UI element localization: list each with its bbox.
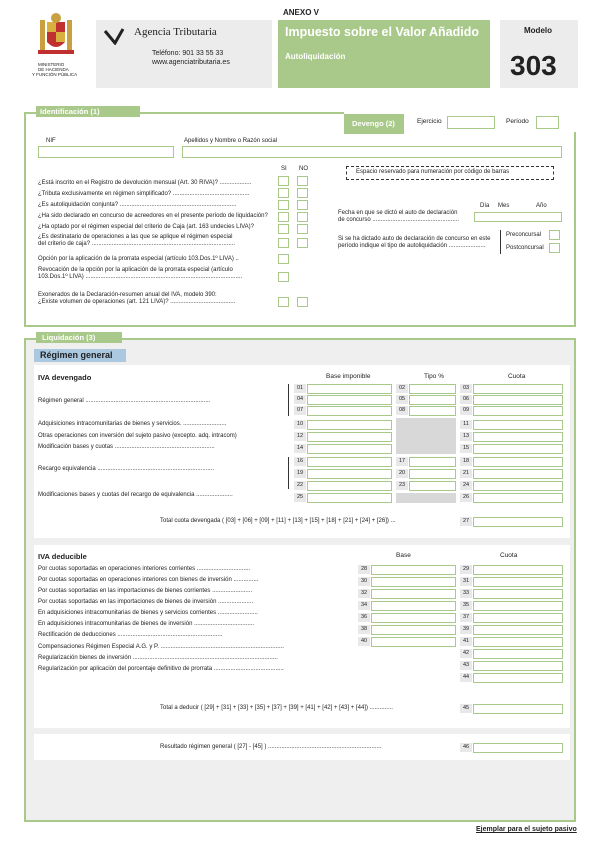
field-37[interactable] [473, 613, 563, 623]
iva-deducible-title: IVA deducible [38, 552, 87, 561]
anio-label: Año [536, 203, 547, 209]
tipo-autoliq-label-1: Si se ha dictado auto de declaración de concurso en este [338, 236, 491, 242]
code-03: 03 [460, 384, 472, 393]
field-11[interactable] [473, 420, 563, 430]
cuota-header: Cuota [508, 373, 526, 380]
code-29: 29 [460, 565, 472, 574]
form-title: Impuesto sobre el Valor Añadido [285, 25, 480, 39]
code-18: 18 [460, 457, 472, 466]
code-41: 41 [460, 637, 472, 646]
field-40[interactable] [371, 637, 456, 647]
code-39: 39 [460, 625, 472, 634]
brace-regimen [288, 384, 291, 416]
q4-no-checkbox[interactable] [297, 212, 308, 222]
total-deducir-label: Total a deducir ( [29] + [31] + [33] + [35] + [37] + [39] + [41] + [42] + [43] + [44]) .............. [160, 705, 393, 711]
postconcursal-checkbox[interactable] [549, 243, 560, 253]
devengo-label: Devengo (2) [352, 119, 395, 128]
code-35: 35 [460, 601, 472, 610]
ded-row-10: Regularización por aplicación del porcentaje definitivo de prorrata .......................................... [38, 666, 284, 672]
field-20[interactable] [409, 469, 456, 479]
q6-si-checkbox[interactable] [278, 238, 289, 248]
code-36: 36 [358, 613, 370, 622]
q6-no-checkbox[interactable] [297, 238, 308, 248]
q4-si-checkbox[interactable] [278, 212, 289, 222]
field-04[interactable] [307, 395, 392, 405]
code-01: 01 [294, 384, 306, 393]
code-08: 08 [396, 406, 408, 415]
row-regimen-general: Régimen general ........................................................................... [38, 398, 211, 404]
code-02: 02 [396, 384, 408, 393]
field-10[interactable] [307, 420, 392, 430]
code-33: 33 [460, 589, 472, 598]
ejercicio-input[interactable] [447, 116, 495, 129]
question-8b: 103.Dos.1º LIVA) .............................................................................................. [38, 274, 243, 280]
q8-checkbox[interactable] [278, 272, 289, 282]
row-modificacion: Modificación bases y cuotas ............................................................ [38, 444, 215, 450]
field-06[interactable] [473, 395, 563, 405]
code-04: 04 [294, 395, 306, 404]
coat-of-arms-icon [36, 12, 76, 60]
name-input[interactable] [182, 146, 562, 158]
question-8a: Revocación de la opción por la aplicación de la prorrata especial (artículo [38, 267, 233, 273]
dia-label: Día [480, 203, 490, 209]
ded-row-9: Regularización bienes de inversión ....................................................................................... [38, 655, 278, 661]
field-21[interactable] [473, 469, 563, 479]
code-30: 30 [358, 577, 370, 586]
field-28[interactable] [371, 565, 456, 575]
cuota-ded-header: Cuota [500, 552, 518, 559]
agency-name: Agencia Tributaria [134, 26, 217, 38]
agency-web: www.agenciatributaria.es [152, 59, 230, 66]
field-07[interactable] [307, 406, 392, 416]
field-39[interactable] [473, 625, 563, 635]
code-17: 17 [396, 457, 408, 466]
field-33[interactable] [473, 589, 563, 599]
ded-row-2: Por cuotas soportadas en operaciones interiores con bienes de inversión ............... [38, 577, 259, 583]
field-02[interactable] [409, 384, 456, 394]
code-42: 42 [460, 649, 472, 658]
code-34: 34 [358, 601, 370, 610]
tipo-grey-block [396, 418, 456, 454]
ded-row-8: Compensaciones Régimen Especial A.G. y P. .......................................................................... [38, 644, 284, 650]
periodo-input[interactable] [536, 116, 559, 129]
question-9b: ¿Existe volumen de operaciones (art. 121 LIVA)? ....................................... [38, 299, 236, 305]
agency-phone: Teléfono: 901 33 55 33 [152, 50, 224, 57]
ejercicio-label: Ejercicio [417, 118, 442, 125]
q3-no-checkbox[interactable] [297, 200, 308, 210]
ded-row-5: En adquisiciones intracomunitarias de bienes y servicios corrientes ........................ [38, 610, 258, 616]
field-26[interactable] [473, 493, 563, 503]
agency-logo-icon [103, 27, 125, 45]
q1-no-checkbox[interactable] [297, 176, 308, 186]
field-15[interactable] [473, 444, 563, 454]
code-20: 20 [396, 469, 408, 478]
question-6a: ¿Es destinatario de operaciones a las que se aplique el régimen especial [38, 234, 233, 240]
total-devengada-label: Total cuota devengada ( [03] + [06] + [09] + [11] + [13] + [15] + [18] + [21] + [24] + [26]) ... [160, 518, 396, 524]
code-31: 31 [460, 577, 472, 586]
row-recargo: Recargo equivalencia ...................................................................... [38, 466, 215, 472]
model-label: Modelo [524, 26, 552, 35]
field-12[interactable] [307, 432, 392, 442]
code-11: 11 [460, 420, 472, 429]
question-1: ¿Está inscrito en el Registro de devolución mensual (Art. 30 RIVA)? ................... [38, 180, 252, 186]
annex-label: ANEXO V [283, 8, 320, 17]
ded-row-3: Por cuotas soportadas en las importaciones de bienes corrientes ........................ [38, 588, 253, 594]
barcode-text: Espacio reservado para numeración por código de barras [356, 169, 510, 175]
code-32: 32 [358, 589, 370, 598]
ministry-line-3: Y FUNCIÓN PÚBLICA [32, 72, 78, 77]
field-44[interactable] [473, 673, 563, 683]
field-17[interactable] [409, 457, 456, 467]
field-34[interactable] [371, 601, 456, 611]
si-label: SI [281, 166, 287, 172]
question-5: ¿Ha optado por el régimen especial del criterio de Caja (art. 163 undecies LIVA)? [38, 224, 255, 230]
row-otras-isp: Otras operaciones con inversión del sujeto pasivo (excepto. adq. intracom) [38, 433, 237, 439]
field-30[interactable] [371, 577, 456, 587]
code-38: 38 [358, 625, 370, 634]
tipo-grey-block-2 [396, 493, 456, 503]
field-22[interactable] [307, 481, 392, 491]
row-mod-recargo: Modificaciones bases y cuotas del recargo de equivalencia ...................... [38, 492, 233, 498]
fecha-auto-label-1: Fecha en que se dictó el auto de declaración [338, 210, 458, 216]
code-21: 21 [460, 469, 472, 478]
tipo-autoliq-label-2: período indique el tipo de autoliquidación ...................... [338, 243, 486, 249]
periodo-label: Período [506, 118, 529, 125]
field-38[interactable] [371, 625, 456, 635]
question-9a: Exonerados de la Declaración-resumen anual del IVA, modelo 390: [38, 292, 217, 298]
base-header: Base [396, 552, 411, 559]
code-28: 28 [358, 565, 370, 574]
field-42[interactable] [473, 649, 563, 659]
field-05[interactable] [409, 395, 456, 405]
no-label: NO [299, 166, 308, 172]
code-15: 15 [460, 444, 472, 453]
code-07: 07 [294, 406, 306, 415]
footer-copy-label: Ejemplar para el sujeto pasivo [476, 826, 577, 833]
liquidacion-title: Liquidación (3) [42, 333, 96, 342]
mes-label: Mes [498, 203, 510, 209]
code-25: 25 [294, 493, 306, 502]
field-36[interactable] [371, 613, 456, 623]
field-27[interactable] [473, 517, 563, 527]
nif-label: NIF [46, 138, 56, 144]
question-3: ¿Es autoliquidación conjunta? ...................................................................... [38, 202, 237, 208]
code-24: 24 [460, 481, 472, 490]
row-adq-intracom: Adquisiciones intracomunitarias de bienes y servicios. .......................... [38, 421, 227, 427]
code-06: 06 [460, 395, 472, 404]
ded-row-7: Rectificación de deducciones ............................................................... [38, 632, 223, 638]
iva-devengado-title: IVA devengado [38, 373, 92, 382]
resultado-label: Resultado régimen general ( [27] - [45] ) .................................................................... [160, 744, 382, 750]
field-35[interactable] [473, 601, 563, 611]
code-09: 09 [460, 406, 472, 415]
preconcursal-checkbox[interactable] [549, 230, 560, 240]
field-46[interactable] [473, 743, 563, 753]
field-13[interactable] [473, 432, 563, 442]
ded-row-1: Por cuotas soportadas en operaciones interiores corrientes ................................ [38, 566, 251, 572]
q2-si-checkbox[interactable] [278, 188, 289, 198]
field-29[interactable] [473, 565, 563, 575]
code-16: 16 [294, 457, 306, 466]
code-14: 14 [294, 444, 306, 453]
code-43: 43 [460, 661, 472, 670]
q9-no-checkbox[interactable] [297, 297, 308, 307]
code-27: 27 [460, 517, 472, 526]
field-24[interactable] [473, 481, 563, 491]
regimen-title: Régimen general [40, 350, 113, 360]
preconcursal-label: Preconcursal [506, 232, 542, 238]
tipo-header: Tipo % [424, 373, 444, 380]
field-01[interactable] [307, 384, 392, 394]
q2-no-checkbox[interactable] [297, 188, 308, 198]
name-label: Apellidos y Nombre o Razón social [184, 138, 278, 144]
field-14[interactable] [307, 444, 392, 454]
code-26: 26 [460, 493, 472, 502]
field-09[interactable] [473, 406, 563, 416]
nif-input[interactable] [38, 146, 174, 158]
ded-row-6: En adquisiciones intracomunitarias de bienes de inversión .................................... [38, 621, 255, 627]
question-6b: del criterio de caja? ...................................................................................... [38, 241, 236, 247]
base-imponible-header: Base imponible [326, 373, 371, 380]
q9-si-checkbox[interactable] [278, 297, 289, 307]
code-10: 10 [294, 420, 306, 429]
field-31[interactable] [473, 577, 563, 587]
field-18[interactable] [473, 457, 563, 467]
field-32[interactable] [371, 589, 456, 599]
field-43[interactable] [473, 661, 563, 671]
q3-si-checkbox[interactable] [278, 200, 289, 210]
brace-divider [500, 230, 501, 254]
code-22: 22 [294, 481, 306, 490]
question-4: ¿Ha sido declarado en concurso de acreedores en el presente período de liquidación? [38, 213, 268, 219]
field-25[interactable] [307, 493, 392, 503]
code-05: 05 [396, 395, 408, 404]
model-number: 303 [510, 50, 557, 81]
code-45: 45 [460, 704, 472, 713]
code-40: 40 [358, 637, 370, 646]
postconcursal-label: Postconcursal [506, 245, 544, 251]
q7-checkbox[interactable] [278, 254, 289, 264]
ministry-line-2: DE HACIENDA [38, 67, 69, 72]
code-23: 23 [396, 481, 408, 490]
code-44: 44 [460, 673, 472, 682]
field-45[interactable] [473, 704, 563, 714]
code-19: 19 [294, 469, 306, 478]
field-23[interactable] [409, 481, 456, 491]
field-16[interactable] [307, 457, 392, 467]
field-08[interactable] [409, 406, 456, 416]
q5-no-checkbox[interactable] [297, 224, 308, 234]
code-13: 13 [460, 432, 472, 441]
q1-si-checkbox[interactable] [278, 176, 289, 186]
question-2: ¿Tributa exclusivamente en régimen simplificado? .............................................. [38, 191, 250, 197]
field-41[interactable] [473, 637, 563, 647]
code-46: 46 [460, 743, 472, 752]
fecha-auto-label-2: de concurso .................................................... [338, 217, 460, 223]
field-19[interactable] [307, 469, 392, 479]
form-subtitle: Autoliquidación [285, 52, 346, 61]
field-03[interactable] [473, 384, 563, 394]
fecha-auto-input[interactable] [474, 212, 562, 222]
ministry-line-1: MINISTERIO [38, 62, 65, 67]
code-12: 12 [294, 432, 306, 441]
brace-recargo [288, 457, 291, 489]
q5-si-checkbox[interactable] [278, 224, 289, 234]
ded-row-4: Por cuotas soportadas en las importaciones de bienes de inversión ..................... [38, 599, 254, 605]
identificacion-title: Identificación (1) [40, 107, 100, 116]
code-37: 37 [460, 613, 472, 622]
question-7: Opción por la aplicación de la prorrata especial (artículo 103.Dos.1º LIVA) .. [38, 256, 239, 262]
